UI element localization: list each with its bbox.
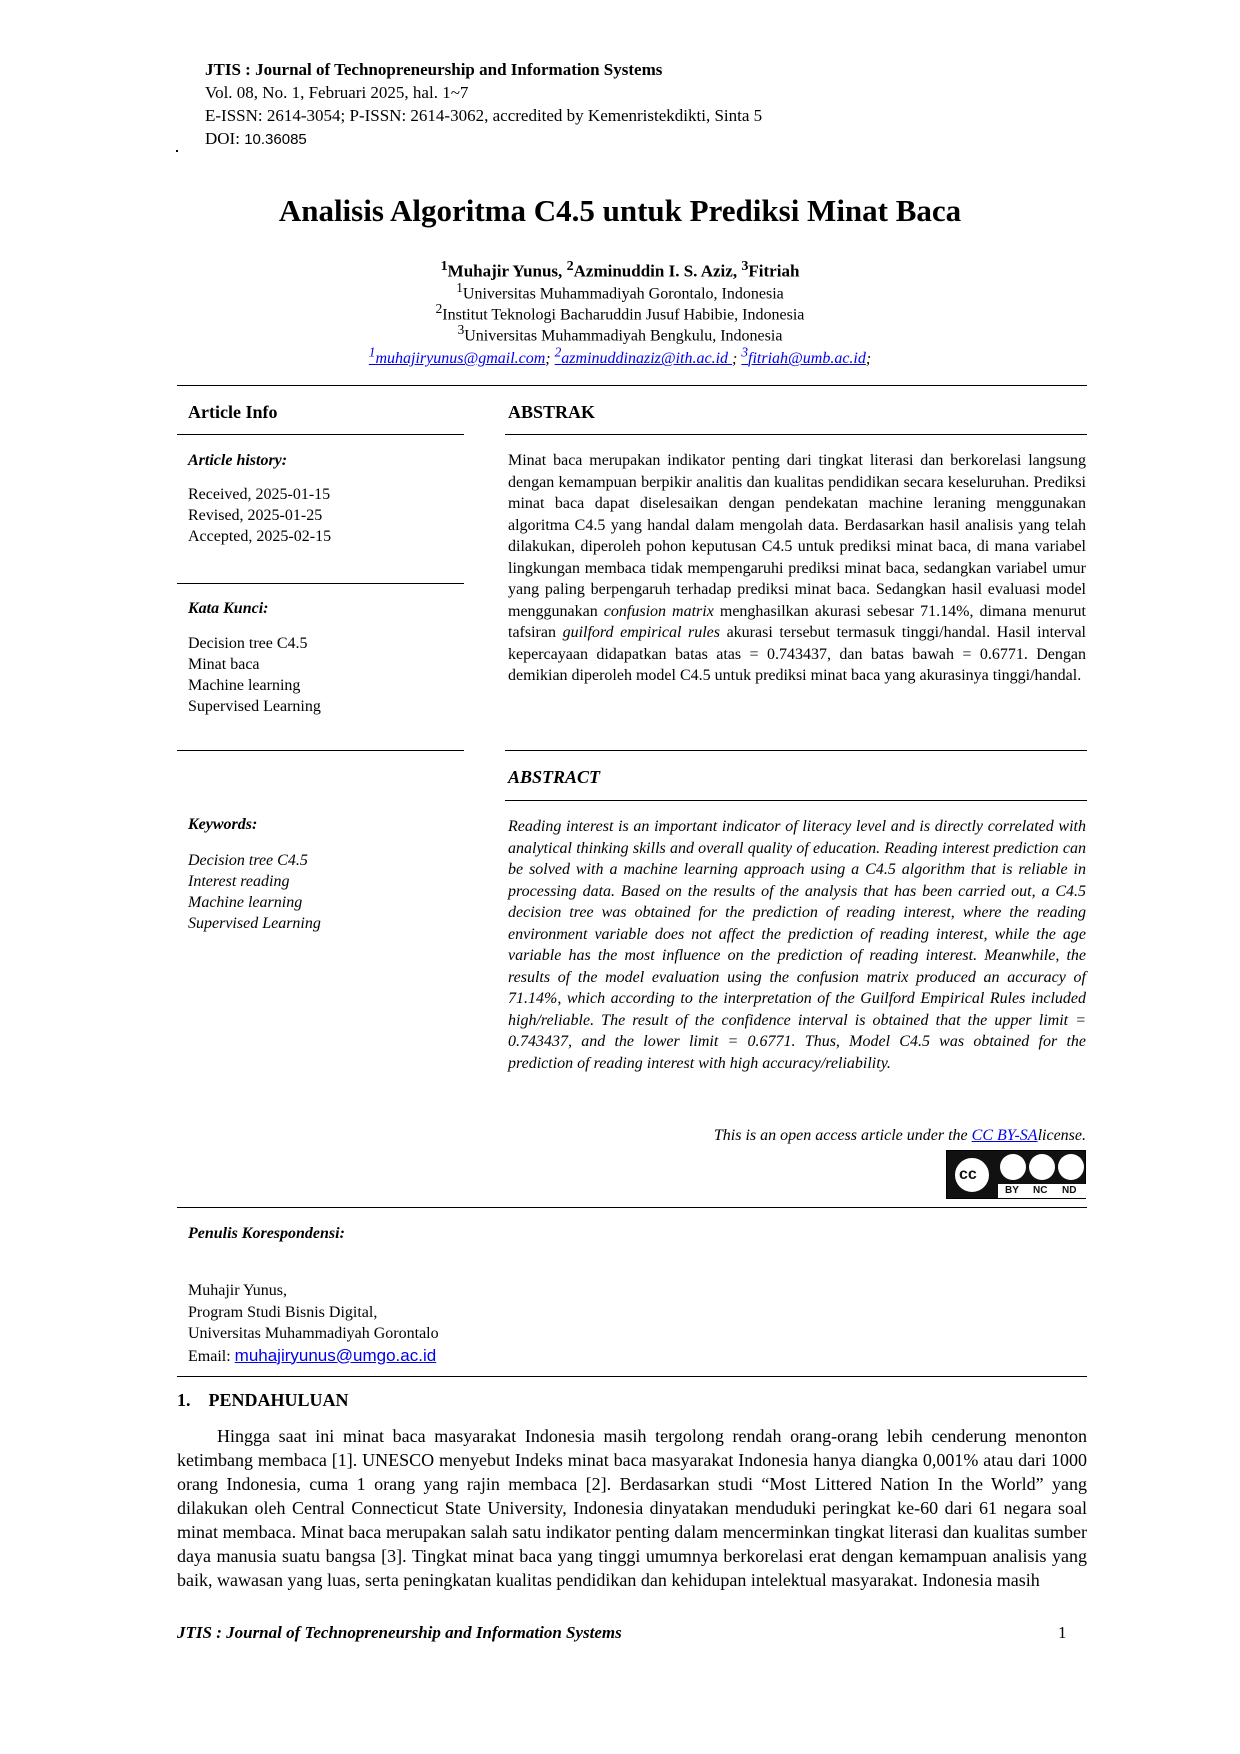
corr-top-rule <box>177 1207 1087 1208</box>
abstrak-heading: ABSTRAK <box>508 402 596 422</box>
kata-kunci-item: Minat baca <box>188 656 260 673</box>
license-link[interactable]: CC BY-SA <box>971 1127 1038 1144</box>
page-number: 1 <box>1058 1623 1067 1642</box>
email-sup: 1 <box>368 345 376 360</box>
info-heading-rule <box>177 434 464 435</box>
doi-label: DOI: <box>205 129 245 148</box>
journal-title: JTIS : Journal of Technopreneurship and Information Systems <box>205 60 663 79</box>
received-date: Received, 2025-01-15 <box>188 486 331 503</box>
affiliation-text: Institut Teknologi Bacharuddin Jusuf Habibie, Indonesia <box>442 306 805 324</box>
email-link-3[interactable] <box>741 345 866 368</box>
keyword-item: Machine learning <box>188 894 303 911</box>
cc-license-badge[interactable] <box>946 1150 1086 1199</box>
cc-by-label: BY <box>1005 1185 1019 1196</box>
abstrak-text-2: menghasilkan akurasi sebesar 71.14%, dimana menurut tafsiran <box>508 602 1086 641</box>
affiliation-1 <box>0 280 1240 303</box>
license-suffix: license. <box>1037 1127 1086 1144</box>
section-heading-pendahuluan: 1. PENDAHULUAN <box>177 1390 349 1410</box>
email-label: Email: <box>188 1347 235 1365</box>
affiliation-2 <box>0 301 1240 324</box>
abstrak-text-3: akurasi tersebut termasuk tinggi/handal. Hasil interval kepercayaan didapatkan batas atas = 0.743437, dan batas bawah = 0.6771. Dengan demikian diperoleh model C4.5 untuk prediksi minat baca yang akurasinya tinggi/handal. <box>508 624 1086 684</box>
affiliation-sup: 1 <box>456 280 463 295</box>
email-text: muhajiryunus@gmail.com <box>375 350 546 368</box>
corr-bottom-rule <box>177 1376 1087 1377</box>
correspondence-name: Muhajir Yunus, <box>188 1282 287 1299</box>
journal-doi <box>205 129 307 149</box>
email-text: fitriah@umb.ac.id <box>748 350 866 368</box>
email-text: azminuddinaziz@ith.ac.id <box>561 350 733 368</box>
license-prefix: This is an open access article under the <box>713 1127 972 1144</box>
keywords-list <box>188 850 321 934</box>
abstrak-text-1: Minat baca merupakan indikator penting dari tingkat literasi dan berkorelasi langsung dengan kemampuan berpikir analitis dan kualitas pendidikan secara keseluruhan. Prediksi minat baca dapat diselesaikan dengan pendekatan machine leraning menggunakan algoritma C4.5 yang handal dalam mengolah data. Berdasarkan hasil analisis yang telah dilakukan, diperoleh pohon keputusan C4.5 untuk prediksi minat baca, di mana variabel lingkungan membaca tidak mempengaruhi prediksi minat baca, sedangkan variabel umur yang paling berpengaruh terhadap prediksi minat baca. Sedangkan hasil evaluasi model menggunakan <box>508 452 1086 620</box>
correspondence-heading: Penulis Korespondensi: <box>188 1225 345 1242</box>
abstrak-body <box>508 450 1086 687</box>
revised-date: Revised, 2025-01-25 <box>188 507 323 524</box>
email-link-1[interactable] <box>368 345 546 368</box>
noncommercial-icon <box>1029 1154 1055 1180</box>
kata-kunci-item: Supervised Learning <box>188 698 321 715</box>
author-name: Fitriah <box>748 261 800 281</box>
author-name: Muhajir Yunus, <box>447 261 567 281</box>
kata-kunci-heading: Kata Kunci: <box>188 600 269 617</box>
correspondence-university: Universitas Muhammadiyah Gorontalo <box>188 1325 439 1342</box>
keywords-heading: Keywords: <box>188 816 258 833</box>
doi-value[interactable]: 10.36085 <box>244 131 307 148</box>
correspondence-block <box>188 1280 439 1367</box>
email-end: ; <box>865 350 872 368</box>
attribution-icon <box>1000 1154 1026 1180</box>
author-name: Azminuddin I. S. Aziz, <box>573 261 742 281</box>
affiliation-sup: 2 <box>435 301 443 316</box>
affiliation-text: Universitas Muhammadiyah Bengkulu, Indonesia <box>464 327 783 345</box>
introduction-paragraph: Hingga saat ini minat baca masyarakat Indonesia masih tergolong rendah orang-orang lebih cenderung menonton ketimbang membaca [1]. UNESCO menyebut Indeks minat baca masyarakat Indonesia hanya diangka 0,001% atau dari 1000 orang Indonesia, cuma 1 orang yang rajin membaca [2]. Berdasarkan studi “Most Littered Nation In the World” yang dilakukan oleh Central Connecticut State University, Indonesia dinyatakan menduduki peringkat ke-60 dari 61 negara soal minat membaca. Minat baca merupakan salah satu indikator penting dalam mencerminkan tingkat literasi dan kualitas sumber daya manusia suatu bangsa [3]. Tingkat minat baca yang tinggi umumnya berkorelasi erat dengan kemampuan analisis yang baik, wawasan yang luas, serta peningkatan kualitas pendidikan dan kehidupan intelektual masyarakat. Indonesia masih <box>177 1426 1087 1590</box>
keyword-item: Interest reading <box>188 873 290 890</box>
author-emails <box>0 345 1240 368</box>
author-sup: 2 <box>566 258 574 274</box>
author-list <box>0 258 1240 282</box>
accepted-date: Accepted, 2025-02-15 <box>188 528 332 545</box>
abstract-heading: ABSTRACT <box>508 767 601 787</box>
email-link-2[interactable] <box>554 345 733 368</box>
keyword-item: Decision tree C4.5 <box>188 852 308 869</box>
stray-dot <box>176 150 178 152</box>
kata-kunci-end-rule <box>177 750 464 751</box>
correspondence-email-link[interactable]: muhajiryunus@umgo.ac.id <box>234 1345 437 1365</box>
email-separator: ; <box>732 350 742 368</box>
email-sup: 2 <box>554 345 562 360</box>
abstrak-heading-rule <box>505 434 1087 435</box>
abstrak-italic-term-1: confusion matrix <box>603 602 714 620</box>
keyword-item: Supervised Learning <box>188 915 321 932</box>
noderivatives-icon <box>1058 1154 1084 1180</box>
journal-issn: E-ISSN: 2614-3054; P-ISSN: 2614-3062, accredited by Kemenristekdikti, Sinta 5 <box>205 106 763 125</box>
abstrak-end-rule <box>505 750 1087 751</box>
cc-nd-label: ND <box>1062 1185 1077 1196</box>
email-separator: ; <box>545 350 555 368</box>
cc-icon-label: cc <box>959 1166 977 1183</box>
footer-journal-name: JTIS : Journal of Technopreneurship and Information Systems <box>177 1623 622 1642</box>
author-sup: 3 <box>741 258 749 274</box>
article-history <box>188 484 331 547</box>
correspondence-email-line <box>188 1345 439 1368</box>
top-rule <box>177 385 1087 386</box>
email-sup: 3 <box>741 345 749 360</box>
abstrak-italic-term-2: guilford empirical rules <box>562 624 720 641</box>
kata-kunci-list <box>188 633 321 717</box>
affiliation-text: Universitas Muhammadiyah Gorontalo, Indonesia <box>462 285 784 303</box>
paper-title: Analisis Algoritma C4.5 untuk Prediksi Minat Baca <box>278 193 962 228</box>
kata-kunci-item: Machine learning <box>188 677 301 694</box>
abstract-heading-rule <box>505 800 1087 801</box>
correspondence-program: Program Studi Bisnis Digital, <box>188 1303 378 1321</box>
affiliation-3 <box>0 322 1240 345</box>
author-sup: 1 <box>440 258 448 274</box>
article-history-heading: Article history: <box>188 452 288 469</box>
history-end-rule <box>177 583 464 584</box>
cc-nc-label: NC <box>1033 1185 1048 1196</box>
license-note <box>714 1127 1086 1145</box>
article-info-heading: Article Info <box>188 402 278 422</box>
kata-kunci-item: Decision tree C4.5 <box>188 635 308 652</box>
affiliation-sup: 3 <box>457 322 465 337</box>
abstract-body: Reading interest is an important indicator of literacy level and is directly correlated with analytical thinking skills and overall quality of education. Reading interest prediction can be solved with a machine learning approach using a C4.5 algorithm that is reliable in processing data. Based on the results of the analysis that has been carried out, a C4.5 decision tree was obtained for the prediction of reading interest, where the reading environment variable does not affect the prediction of reading interest, while the age variable has the most influence on the prediction of reading interest. Meanwhile, the results of the model evaluation using the confusion matrix produced an accuracy of 71.14%, which according to the interpretation of the Guilford Empirical Rules included high/reliable. The result of the confidence interval is obtained that the upper limit = 0.743437, and the lower limit = 0.6771. Thus, Model C4.5 was obtained for the prediction of reading interest with high accuracy/reliability. <box>508 818 1086 1072</box>
journal-volume: Vol. 08, No. 1, Februari 2025, hal. 1~7 <box>205 83 469 102</box>
